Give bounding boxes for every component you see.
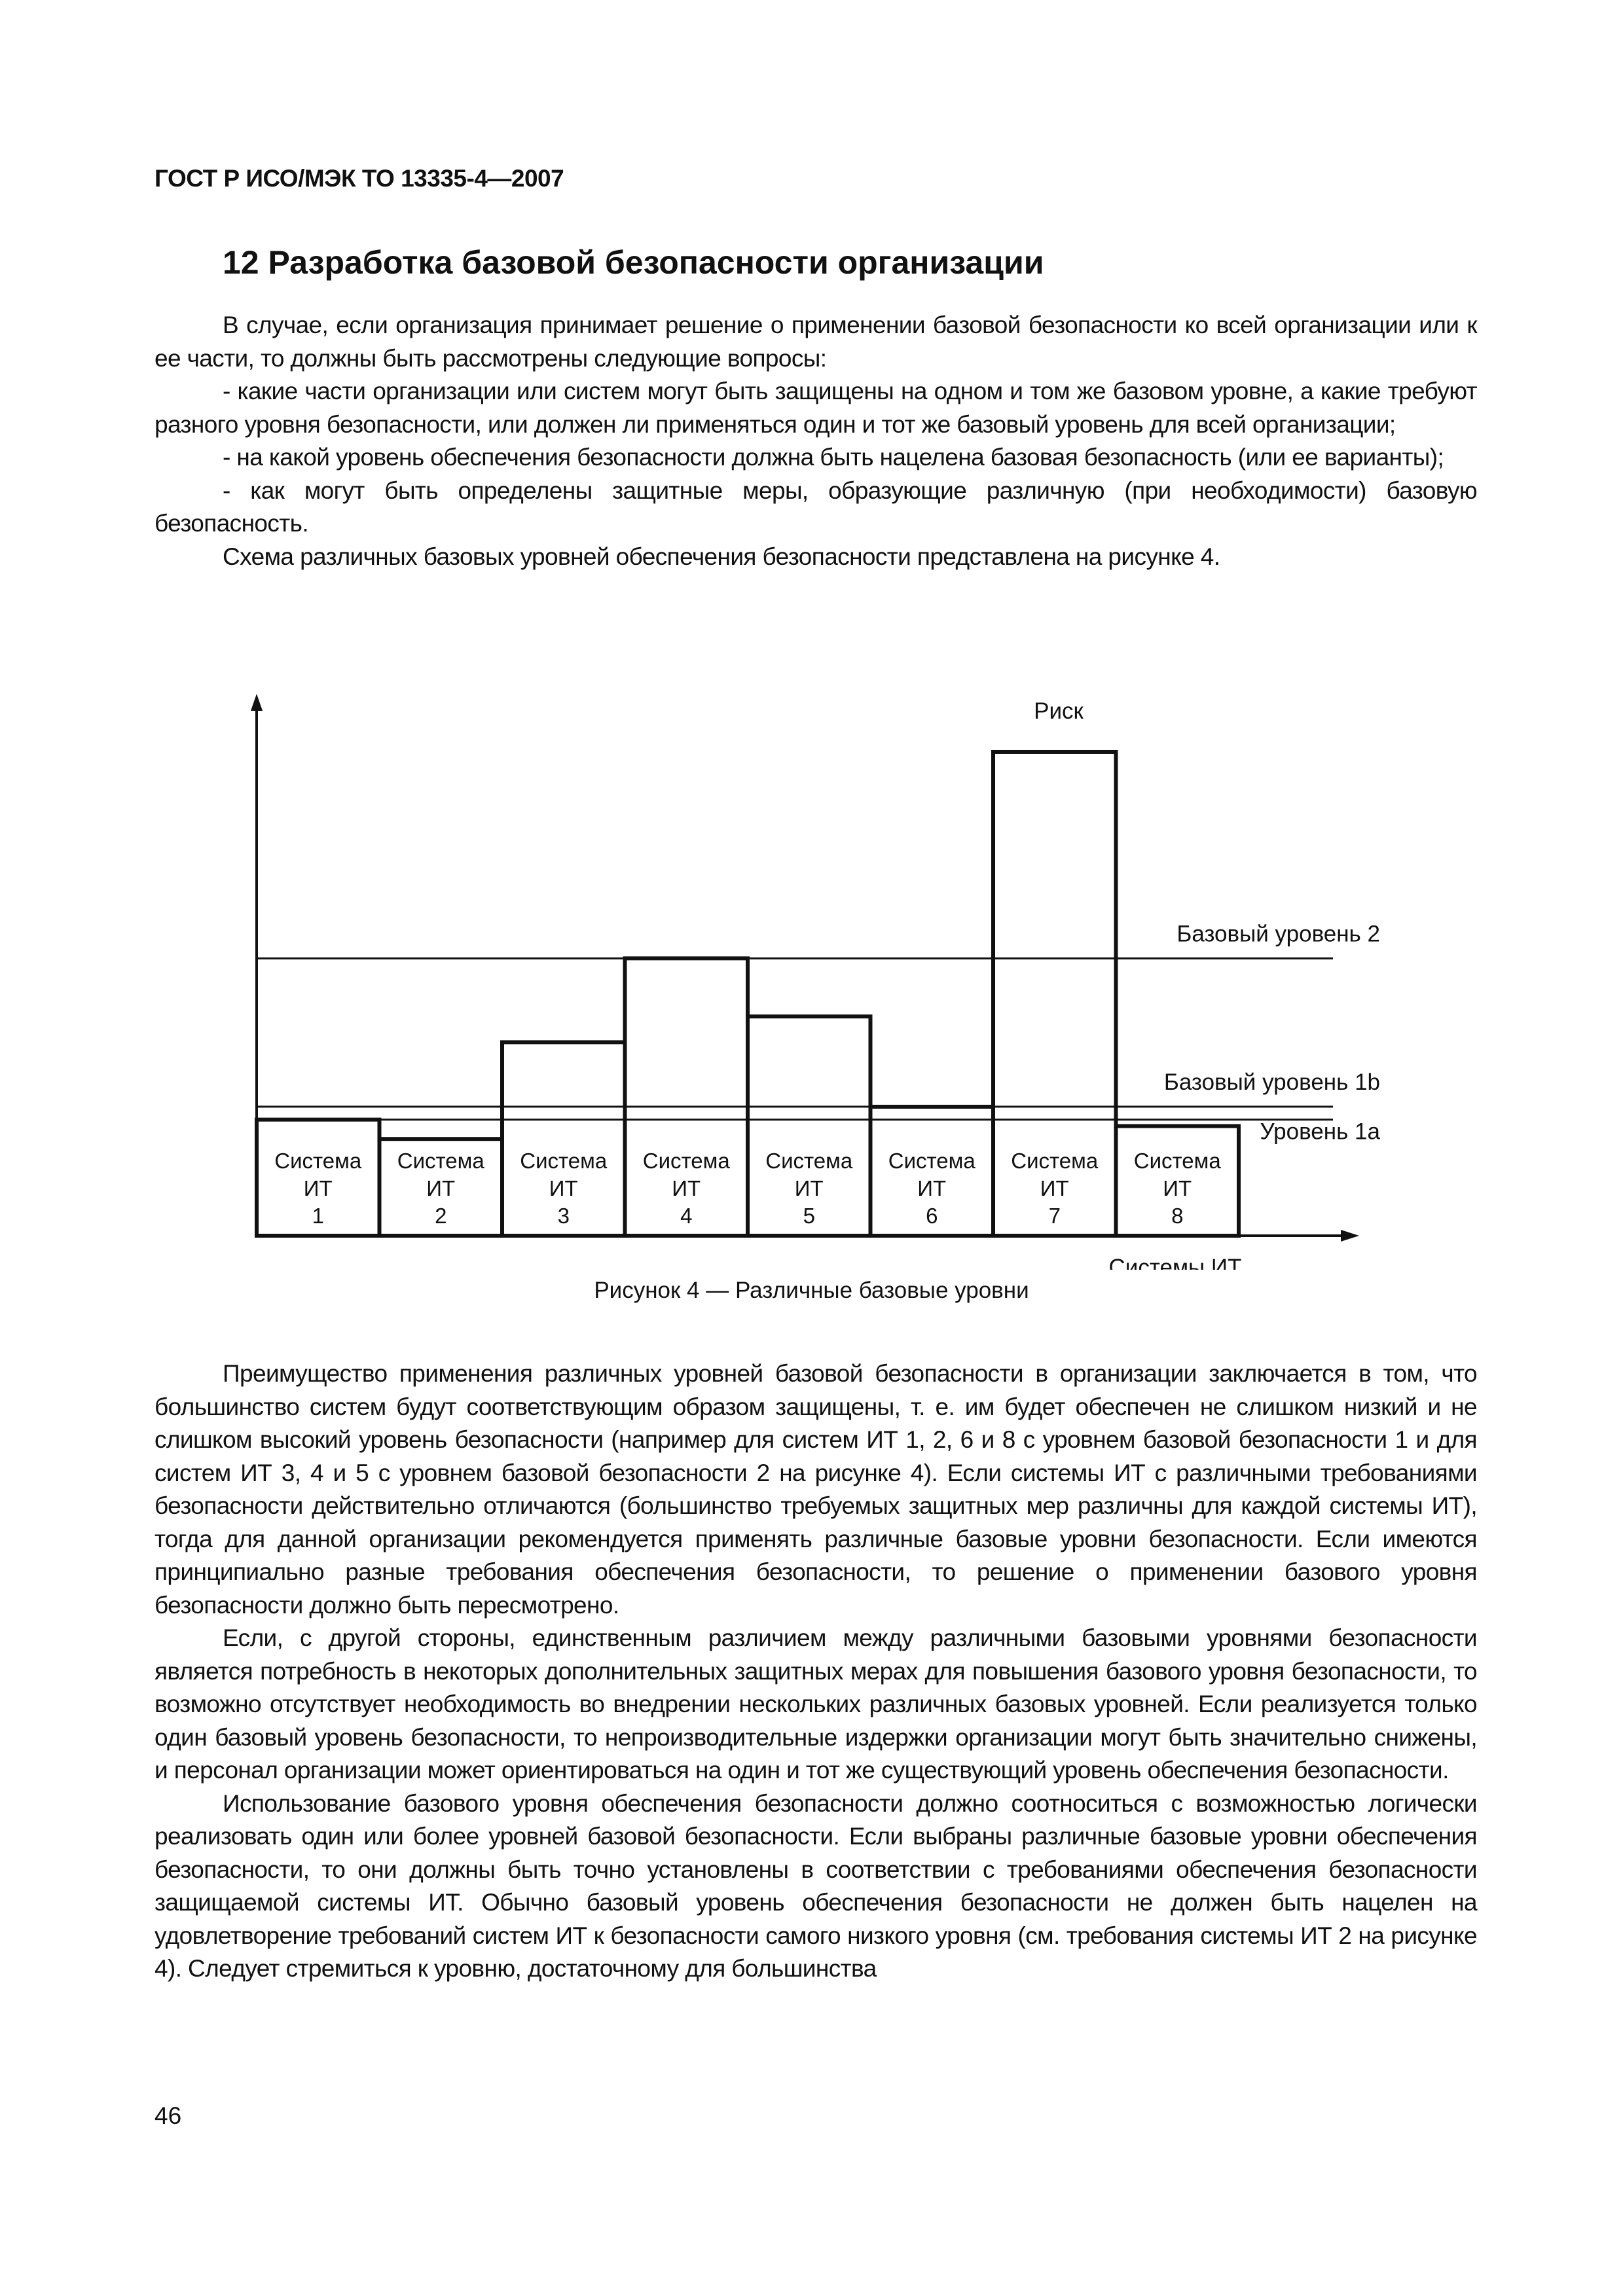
- paragraph: Схема различных базовых уровней обеспечения безопасности представлена на рисунке 4.: [223, 543, 1220, 570]
- bar-label: ИТ: [1163, 1176, 1192, 1200]
- bar-label: 2: [435, 1204, 447, 1228]
- bar-label: ИТ: [426, 1176, 456, 1200]
- paragraph: Использование базового уровня обеспечения безопасности должно соотноситься с возможностью логически реализовать один или более уровней базовой безопасности. Если выбраны различные базовые уровни обеспечения безопасности, то они должны быть точно установлены в соответствии с требованиями обеспечения безопасности защищаемой системы ИТ. Обычно базовый уровень обеспечения безопасности не должен быть нацелен на удовлетворение требований систем ИТ к безопасности самого низкого уровня (см. требования системы ИТ 2 на рисунке 4). Следует стремиться к уровню, достаточному для большинства: [155, 1789, 1477, 1982]
- bar-label: Система: [888, 1149, 976, 1173]
- paragraph: - на какой уровень обеспечения безопасности должна быть нацелена базовая безопасность (или ее варианты);: [223, 444, 1444, 471]
- reference-line-label: Базовый уровень 1b: [1163, 1069, 1380, 1095]
- bar-label: 3: [557, 1204, 570, 1228]
- bar-label: ИТ: [1040, 1176, 1069, 1200]
- x-axis-arrow-icon: [1341, 1230, 1359, 1242]
- paragraph: Если, с другой стороны, единственным различием между различными базовыми уровнями безопасности является потребность в некоторых дополнительных защитных мерах для повышения базового уровня безопасности, то возможно отсутствует необходимость во внедрении нескольких различных базовых уровней. Если реализуется только один базовый уровень безопасности, то непроизводительные издержки организации могут быть значительно снижены, и персонал организации может ориентироваться на один и тот же существующий уровень обеспечения безопасности.: [155, 1624, 1477, 1784]
- y-axis-label: Риск: [1034, 698, 1084, 724]
- baseline-levels-chart: [0, 681, 1623, 1270]
- bar-label: Система: [1133, 1149, 1221, 1173]
- bar-label: 5: [803, 1204, 815, 1228]
- figure-4: [0, 681, 1623, 1270]
- bar-label: 7: [1048, 1204, 1061, 1228]
- paragraph: В случае, если организация принимает решение о применении базовой безопасности ко всей организации или к ее части, то должны быть рассмотрены следующие вопросы:: [155, 312, 1477, 372]
- bar-label: Система: [642, 1149, 730, 1173]
- page-number: 46: [155, 2102, 182, 2129]
- y-axis-arrow-icon: [251, 694, 263, 711]
- text-block-bottom: [155, 1357, 1477, 1986]
- figure-caption: Рисунок 4 — Различные базовые уровни: [594, 1278, 1029, 1303]
- bar-label: Система: [1011, 1149, 1099, 1173]
- text-block-top: [155, 309, 1477, 573]
- bar-label: ИТ: [303, 1176, 333, 1200]
- paragraph: - как могут быть определены защитные меры, образующие различную (при необходимости) базовую безопасность.: [155, 476, 1477, 537]
- reference-line-label: Уровень 1a: [1260, 1119, 1380, 1145]
- reference-line-label: Базовый уровень 2: [1176, 921, 1380, 947]
- bar-label: ИТ: [672, 1176, 701, 1200]
- section-title: 12 Разработка базовой безопасности организации: [223, 244, 1044, 281]
- paragraph: - какие части организации или систем могут быть защищены на одном и том же базовом уровне, а какие требуют разного уровня безопасности, или должен ли применяться один и тот же базовый уровень для всей организации;: [155, 378, 1477, 438]
- x-axis-label: Системы ИТ: [1108, 1255, 1242, 1270]
- document-header: ГОСТ Р ИСО/МЭК ТО 13335-4—2007: [155, 165, 564, 192]
- bar-label: Система: [520, 1149, 608, 1173]
- bar-label: ИТ: [917, 1176, 947, 1200]
- bar-label: 4: [680, 1204, 693, 1228]
- bar: [748, 1016, 871, 1236]
- paragraph: Преимущество применения различных уровней базовой безопасности в организации заключается в том, что большинство систем будут соответствующим образом защищены, т. е. им будет обеспечен не слишком низкий и не слишком высокий уровень безопасности (например для систем ИТ 1, 2, 6 и 8 с уровнем базовой безопасности 1 и для систем ИТ 3, 4 и 5 с уровнем базовой безопасности 2 на рисунке 4). Если системы ИТ с различными требованиями безопасности действительно отличаются (большинство требуемых защитных мер различны для каждой системы ИТ), тогда для данной организации рекомендуется применять различные базовые уровни безопасности. Если имеются принципиально разные требования обеспечения безопасности, то решение о применении базового уровня безопасности должно быть пересмотрено.: [155, 1360, 1477, 1619]
- bar-label: ИТ: [549, 1176, 578, 1200]
- bar-label: Система: [765, 1149, 853, 1173]
- bar-label: ИТ: [794, 1176, 824, 1200]
- bar-label: 8: [1171, 1204, 1184, 1228]
- bar-label: Система: [274, 1149, 362, 1173]
- bar-label: 6: [926, 1204, 938, 1228]
- bar-label: Система: [397, 1149, 484, 1173]
- bar-label: 1: [312, 1204, 324, 1228]
